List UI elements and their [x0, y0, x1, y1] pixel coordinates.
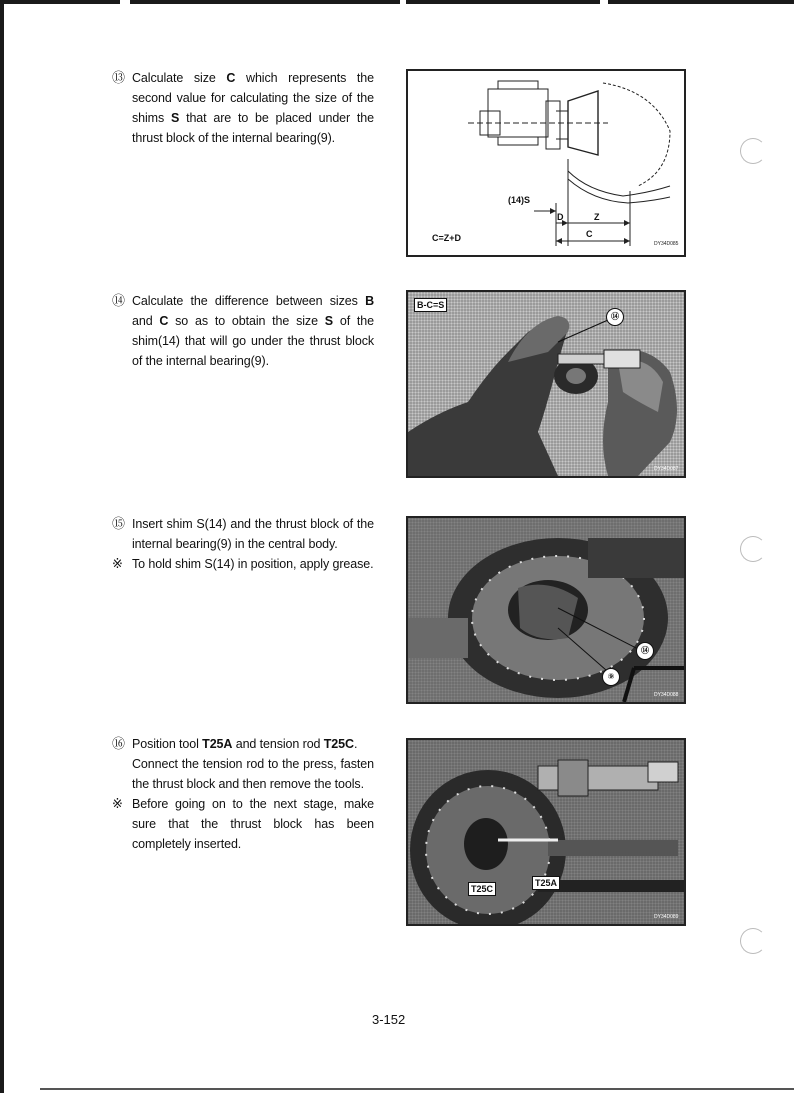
formula-label: B-C=S: [414, 298, 447, 312]
scan-border-gap: [400, 0, 406, 4]
scan-left-border: [0, 0, 4, 1093]
note-text: To hold shim S(14) in position, apply grease.: [132, 557, 374, 571]
figure-press-tool-photo: [406, 738, 686, 926]
figure-micrometer-photo: [406, 290, 686, 478]
step-15: [112, 514, 374, 574]
callout-9: ⑨: [602, 668, 620, 686]
dimension-z-label: Z: [594, 212, 600, 222]
step-text: Position tool T25A and tension rod T25C. Connect the tension rod to the press, fasten the thrust block and then remove the tools.: [132, 737, 374, 791]
figure-code: DY34D085: [654, 241, 679, 247]
central-body-drawing: [408, 518, 684, 702]
figure-shim-calculation-diagram: [406, 69, 686, 257]
callout-14: ⑭: [636, 642, 654, 660]
binder-hole: [740, 536, 766, 562]
tool-label-t25a: T25A: [532, 876, 560, 890]
note-text: Before going on to the next stage, make sure that the thrust block has been completely inserted.: [132, 797, 374, 851]
figure-code: DY34D087: [654, 466, 679, 472]
formula-label: C=Z+D: [432, 233, 462, 243]
step-marker: ⑯: [112, 736, 125, 751]
binder-hole: [740, 928, 766, 954]
step-marker: ⑮: [112, 516, 125, 531]
binder-hole: [740, 138, 766, 164]
step-text: Insert shim S(14) and the thrust block of the internal bearing(9) in the central body.: [132, 517, 374, 551]
micrometer-photo-drawing: [408, 292, 684, 476]
figure-code: DY34D089: [654, 914, 679, 920]
scan-bottom-line: [40, 1088, 794, 1090]
step-text: Calculate the difference between sizes B and C so as to obtain the size S of the shim(14) that will go under the thrust block of the internal bearing(9).: [132, 294, 374, 368]
page-number: 3-152: [372, 1012, 406, 1027]
step-marker: ⑬: [112, 70, 125, 85]
step-16: [112, 734, 374, 854]
dimension-d-label: D: [557, 212, 564, 222]
cross-section-drawing: [408, 71, 684, 255]
note-marker: ※: [112, 556, 123, 571]
figure-code: DY34D088: [654, 692, 679, 698]
step-13: [112, 68, 374, 148]
callout-14: ⑭: [606, 308, 624, 326]
scan-border-gap: [120, 0, 130, 4]
scan-border-gap: [600, 0, 608, 4]
note-marker: ※: [112, 796, 123, 811]
dimension-c-label: C: [586, 229, 593, 239]
shim-label: (14)S: [508, 195, 531, 205]
step-marker: ⑭: [112, 293, 125, 308]
step-14: [112, 291, 374, 371]
press-tool-drawing: [408, 740, 684, 924]
figure-central-body-photo: [406, 516, 686, 704]
step-text: Calculate size C which represents the second value for calculating the size of the shims S that are to be placed under the thrust block of the internal bearing(9).: [132, 71, 374, 145]
tool-label-t25c: T25C: [468, 882, 496, 896]
